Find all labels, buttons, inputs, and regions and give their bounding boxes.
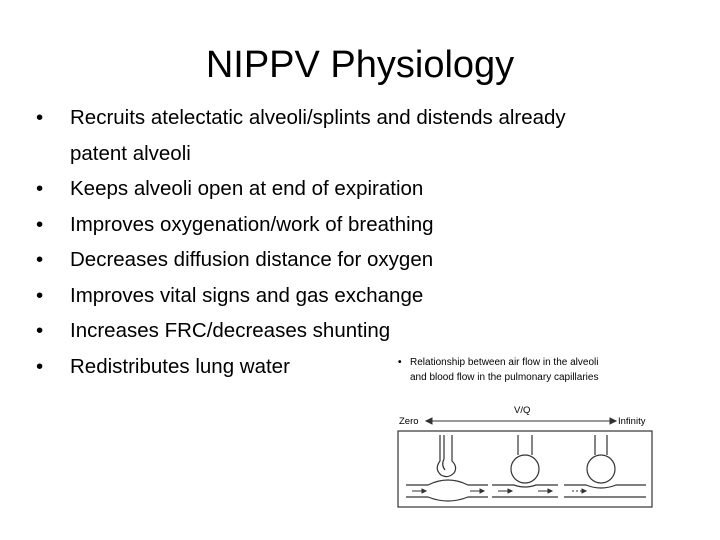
bullet-item <box>36 100 676 171</box>
bullet-dot: • <box>36 283 44 307</box>
vq-diagram-svg <box>396 351 656 511</box>
caption-line-2: and blood flow in the pulmonary capillaries <box>410 372 599 383</box>
caption-bullet: • <box>398 357 402 368</box>
bullet-dot: • <box>36 177 44 200</box>
bullet-item <box>36 242 676 278</box>
bullet-item <box>36 171 676 207</box>
bullet-text: Improves oxygenation/work of breathing <box>70 212 434 236</box>
bullet-text: Redistributes lung water <box>70 354 290 378</box>
bullet-dot: • <box>36 354 44 378</box>
bullet-text: Recruits atelectatic alveoli/splints and distends already <box>70 106 566 129</box>
bullet-text: Improves vital signs and gas exchange <box>70 283 424 307</box>
vq-diagram <box>396 351 656 511</box>
bullet-list <box>36 100 676 384</box>
vq-axis-arrow <box>426 418 616 424</box>
axis-title-vq: V/Q <box>514 405 531 416</box>
bullet-dot: • <box>36 106 44 129</box>
axis-label-zero: Zero <box>399 416 419 427</box>
bullet-text-continued: patent alveoli <box>70 141 191 165</box>
axis-label-infinity: Infinity <box>618 416 646 427</box>
bullet-text: Keeps alveoli open at end of expiration <box>70 177 424 200</box>
bullet-item <box>36 313 676 349</box>
alveoli-panel <box>398 431 652 507</box>
bullet-item <box>36 207 676 243</box>
bullet-text: Decreases diffusion distance for oxygen <box>70 248 434 271</box>
bullet-item <box>36 278 676 314</box>
bullet-text: Increases FRC/decreases shunting <box>70 319 391 342</box>
caption-line-1: Relationship between air flow in the alveoli <box>410 357 599 368</box>
bullet-dot: • <box>36 212 44 236</box>
slide-title: NIPPV Physiology <box>205 44 515 86</box>
bullet-dot: • <box>36 319 44 342</box>
bullet-dot: • <box>36 248 44 271</box>
